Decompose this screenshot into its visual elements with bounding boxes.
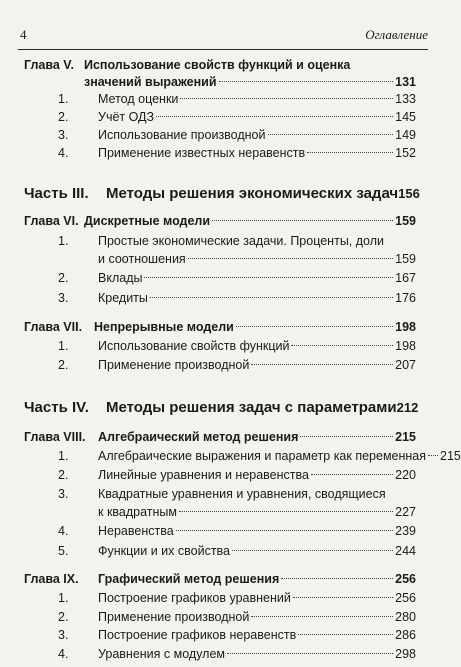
- item-page: 220: [395, 468, 416, 482]
- item-page: 286: [395, 628, 416, 642]
- item-title: Применение известных неравенств: [98, 146, 306, 160]
- toc-item[interactable]: [58, 446, 461, 466]
- item-title: Функции и их свойства: [98, 544, 230, 558]
- header-rule: [18, 49, 428, 50]
- toc-item[interactable]: [58, 125, 416, 145]
- leader-dots: [156, 116, 393, 117]
- item-number: 4.: [58, 647, 69, 661]
- toc-item[interactable]: [58, 268, 416, 288]
- toc-item[interactable]: [58, 588, 416, 608]
- part-label: Часть III.: [24, 185, 89, 202]
- leader-dots: [428, 455, 438, 456]
- toc-item[interactable]: [58, 607, 416, 627]
- chapter-page: 131: [395, 75, 416, 89]
- leader-dots: [212, 220, 393, 221]
- leader-dots: [144, 277, 393, 278]
- leader-dots: [236, 326, 393, 327]
- item-page: 215: [440, 449, 461, 463]
- item-title-cont: и соотношения: [98, 252, 186, 266]
- part-label: Часть IV.: [24, 399, 89, 416]
- leader-dots: [311, 474, 393, 475]
- chapter-title: Использование свойств функций и оценка: [84, 58, 351, 72]
- item-title: Учёт ОДЗ: [98, 110, 155, 124]
- toc-item[interactable]: [58, 465, 416, 485]
- item-page: 149: [395, 128, 416, 142]
- leader-dots: [268, 134, 394, 135]
- chapter-title: Графический метод решения: [98, 572, 280, 586]
- chapter-8-heading[interactable]: [24, 427, 416, 447]
- item-page: 145: [395, 110, 416, 124]
- part-title: Методы решения экономических задач: [106, 185, 399, 202]
- toc-item-cont[interactable]: [98, 249, 416, 269]
- chapter-6-heading[interactable]: [24, 211, 416, 231]
- item-number: 2.: [58, 468, 69, 482]
- leader-dots: [293, 597, 393, 598]
- part-4-heading[interactable]: [24, 396, 419, 420]
- running-title: Оглавление: [365, 27, 428, 42]
- toc-item[interactable]: [58, 355, 416, 375]
- leader-dots: [251, 616, 393, 617]
- item-number: 1.: [58, 449, 69, 463]
- item-number: 1.: [58, 92, 69, 106]
- item-number: 4.: [58, 146, 69, 160]
- item-title: Метод оценки: [98, 92, 179, 106]
- toc-item[interactable]: [58, 644, 416, 664]
- item-number: 2.: [58, 610, 69, 624]
- part-3-heading[interactable]: [24, 182, 420, 206]
- page-number: 4: [20, 27, 27, 42]
- leader-dots: [232, 550, 393, 551]
- item-number: 2.: [58, 358, 69, 372]
- item-title: Простые экономические задачи. Проценты, доли: [98, 234, 384, 248]
- part-page: 212: [396, 400, 419, 415]
- item-title-cont: к квадратным: [98, 505, 177, 519]
- toc-item-cont[interactable]: [98, 502, 416, 522]
- item-page: 198: [395, 339, 416, 353]
- leader-dots: [298, 634, 393, 635]
- toc-item[interactable]: [58, 521, 416, 541]
- item-title: Кредиты: [98, 291, 148, 305]
- item-page: 256: [395, 591, 416, 605]
- leader-dots: [227, 653, 393, 654]
- leader-dots: [251, 364, 393, 365]
- chapter-label: Глава VII.: [24, 320, 83, 334]
- chapter-title-cont: значений выражений: [84, 75, 217, 89]
- toc-item[interactable]: [58, 288, 416, 308]
- leader-dots: [291, 345, 393, 346]
- item-page: 280: [395, 610, 416, 624]
- item-number: 2.: [58, 271, 69, 285]
- leader-dots: [300, 436, 393, 437]
- toc-item[interactable]: [58, 541, 416, 561]
- item-title: Применение производной: [98, 610, 250, 624]
- item-page: 244: [395, 544, 416, 558]
- chapter-page: 198: [395, 320, 416, 334]
- running-head: [18, 27, 428, 43]
- item-number: 4.: [58, 524, 69, 538]
- chapter-9-heading[interactable]: [24, 569, 416, 589]
- item-page: 167: [395, 271, 416, 285]
- item-number: 3.: [58, 487, 69, 501]
- chapter-title: Дискретные модели: [84, 214, 211, 228]
- toc-item[interactable]: [58, 625, 416, 645]
- toc-item[interactable]: [58, 231, 416, 251]
- toc-item[interactable]: [58, 336, 416, 356]
- item-title: Квадратные уравнения и уравнения, сводящиеся: [98, 487, 386, 501]
- leader-dots: [188, 258, 393, 259]
- item-page: 133: [395, 92, 416, 106]
- toc-item[interactable]: [58, 143, 416, 163]
- leader-dots: [150, 297, 393, 298]
- chapter-7-heading[interactable]: [24, 317, 416, 337]
- item-title: Неравенства: [98, 524, 174, 538]
- item-title: Использование производной: [98, 128, 266, 142]
- item-page: 298: [395, 647, 416, 661]
- chapter-title: Непрерывные модели: [94, 320, 234, 334]
- item-title: Алгебраические выражения и параметр как переменная: [98, 449, 427, 463]
- toc-item[interactable]: [58, 89, 416, 109]
- item-number: 2.: [58, 110, 69, 124]
- chapter-page: 215: [395, 430, 416, 444]
- item-page: 176: [395, 291, 416, 305]
- leader-dots: [180, 98, 393, 99]
- item-number: 1.: [58, 339, 69, 353]
- leader-dots: [179, 511, 393, 512]
- item-title: Построение графиков неравенств: [98, 628, 297, 642]
- leader-dots: [281, 578, 393, 579]
- leader-dots: [176, 530, 393, 531]
- chapter-label: Глава IX.: [24, 572, 79, 586]
- item-title: Уравнения с модулем: [98, 647, 226, 661]
- toc-item[interactable]: [58, 484, 416, 504]
- chapter-label: Глава V.: [24, 58, 74, 72]
- item-page: 227: [395, 505, 416, 519]
- item-number: 3.: [58, 128, 69, 142]
- chapter-title: Алгебраический метод решения: [98, 430, 299, 444]
- part-page: 156: [398, 186, 420, 201]
- leader-dots: [307, 152, 393, 153]
- item-title: Применение производной: [98, 358, 250, 372]
- chapter-page: 256: [395, 572, 416, 586]
- item-page: 207: [395, 358, 416, 372]
- toc-item[interactable]: [58, 107, 416, 127]
- item-number: 5.: [58, 544, 69, 558]
- item-page: 152: [395, 146, 416, 160]
- item-number: 3.: [58, 628, 69, 642]
- item-title: Использование свойств функций: [98, 339, 290, 353]
- part-title: Методы решения задач с параметрами: [106, 399, 397, 416]
- chapter-label: Глава VIII.: [24, 430, 86, 444]
- item-number: 1.: [58, 234, 69, 248]
- leader-dots: [219, 81, 394, 82]
- item-number: 1.: [58, 591, 69, 605]
- item-title: Линейные уравнения и неравенства: [98, 468, 309, 482]
- chapter-page: 159: [395, 214, 416, 228]
- item-title: Построение графиков уравнений: [98, 591, 291, 605]
- item-number: 3.: [58, 291, 69, 305]
- item-page: 239: [395, 524, 416, 538]
- chapter-label: Глава VI.: [24, 214, 79, 228]
- item-page: 159: [395, 252, 416, 266]
- item-title: Вклады: [98, 271, 143, 285]
